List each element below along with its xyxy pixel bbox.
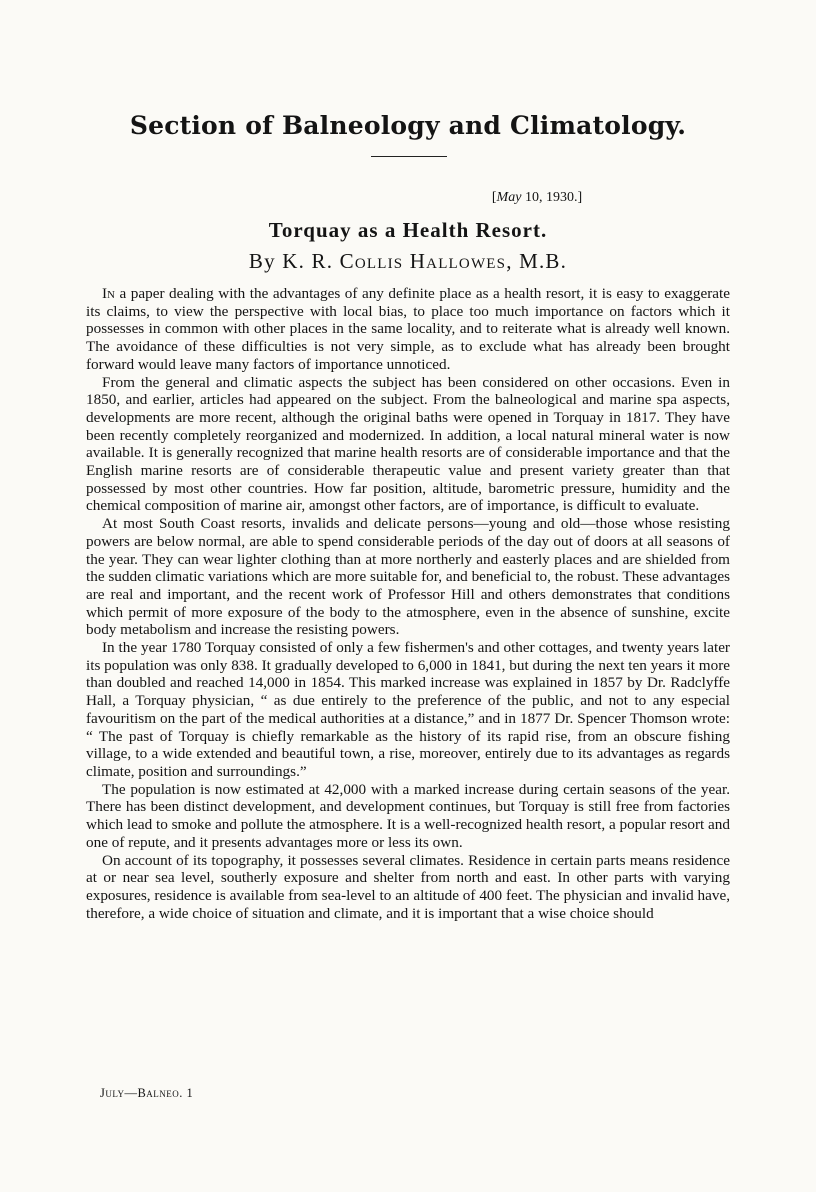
page-footer: July—Balneo. 1	[100, 1086, 194, 1100]
byline-author: K. R. Collis Hallowes, M.B.	[282, 249, 568, 273]
date-rest: 10, 1930.]	[521, 190, 583, 205]
byline	[86, 249, 730, 274]
article-body	[86, 285, 730, 922]
paragraph-text: a paper dealing with the advantages of any definite place as a health resort, it is easy to exaggerate its claims, to view the perspective with local bias, to place too much importance on factors which it possesses in common with other places in the same locality, and to reiterate what is already well known. The avoidance of these difficulties is not very simple, as to exclude what has already been brought forward would leave many factors of importance unnoticed.	[86, 285, 730, 373]
date-bracket: [	[491, 190, 497, 205]
title-rule	[371, 156, 447, 157]
date-month-day: May	[496, 190, 522, 205]
byline-by: By	[248, 249, 276, 273]
paragraph: The population is now estimated at 42,000 with a marked increase during certain seasons of the year. There has been distinct development, and development continues, but Torquay is still free from factories which lead to smoke and pollute the atmosphere. It is a well-recognized health resort, a popular resort and one of repute, and it presents advantages more or less its own.	[86, 780, 730, 851]
paragraph: On account of its topography, it possesses several climates. Residence in certain parts means residence at or near sea level, southerly exposure and shelter from north and east. In other parts with varying exposures, residence is available from sea-level to an altitude of 400 feet. The physician and invalid have, therefore, a wide choice of situation and climate, and it is important that a wise choice should	[86, 851, 730, 922]
paragraph-first-word: In	[102, 285, 116, 302]
paragraph	[86, 285, 730, 374]
article-title: Torquay as a Health Resort.	[268, 218, 548, 242]
paragraph: At most South Coast resorts, invalids and delicate persons—young and old—those whose resisting powers are below normal, are able to spend considerable periods of the day out of doors at all seasons of the year. They can wear lighter clothing than at more northerly and easterly places and are shielded from the sudden climatic variations which are more suitable for, and beneficial to, the robust. These advantages are real and important, and the recent work of Professor Hill and others demonstrates that conditions which permit of more exposure of the body to the atmosphere, even in the absence of sunshine, excite body metabolism and increase the resisting powers.	[86, 515, 730, 639]
meeting-date	[86, 190, 730, 206]
paragraph: In the year 1780 Torquay consisted of only a few fishermen's and other cottages, and twenty years later its population was only 838. It gradually developed to 6,000 in 1841, but during the next ten years it more than doubled and reached 14,000 in 1854. This marked increase was explained in 1857 by Dr. Radclyffe Hall, a Torquay physician, “ as due entirely to the preference of the public, and not to any especial favouritism on the part of the medical authorities at a distance,” and in 1877 Dr. Spencer Thomson wrote: “ The past of Torquay is chiefly remarkable as the history of its rapid rise, from an obscure fishing village, to a wide extended and beautiful town, a rise, moreover, entirely due to its advantages as regards climate, position and surroundings.”	[86, 639, 730, 780]
section-title: Section of Balneology and Climatology.	[129, 111, 687, 140]
paragraph: From the general and climatic aspects the subject has been considered on other occasions. Even in 1850, and earlier, articles had appeared on the subject. From the balneological and marine spa aspects, developments are more recent, although the original baths were opened in Torquay in 1817. They have been recently completely reorganized and modernized. In addition, a local natural mineral water is now available. It is generally recognized that marine health resorts are of considerable importance and that the English marine resorts are of considerable therapeutic value and present variety greater than that possessed by most other countries. How far position, altitude, barometric pressure, humidity and the chemical composition of marine air, amongst other factors, are of importance, is difficult to evaluate.	[86, 373, 730, 515]
